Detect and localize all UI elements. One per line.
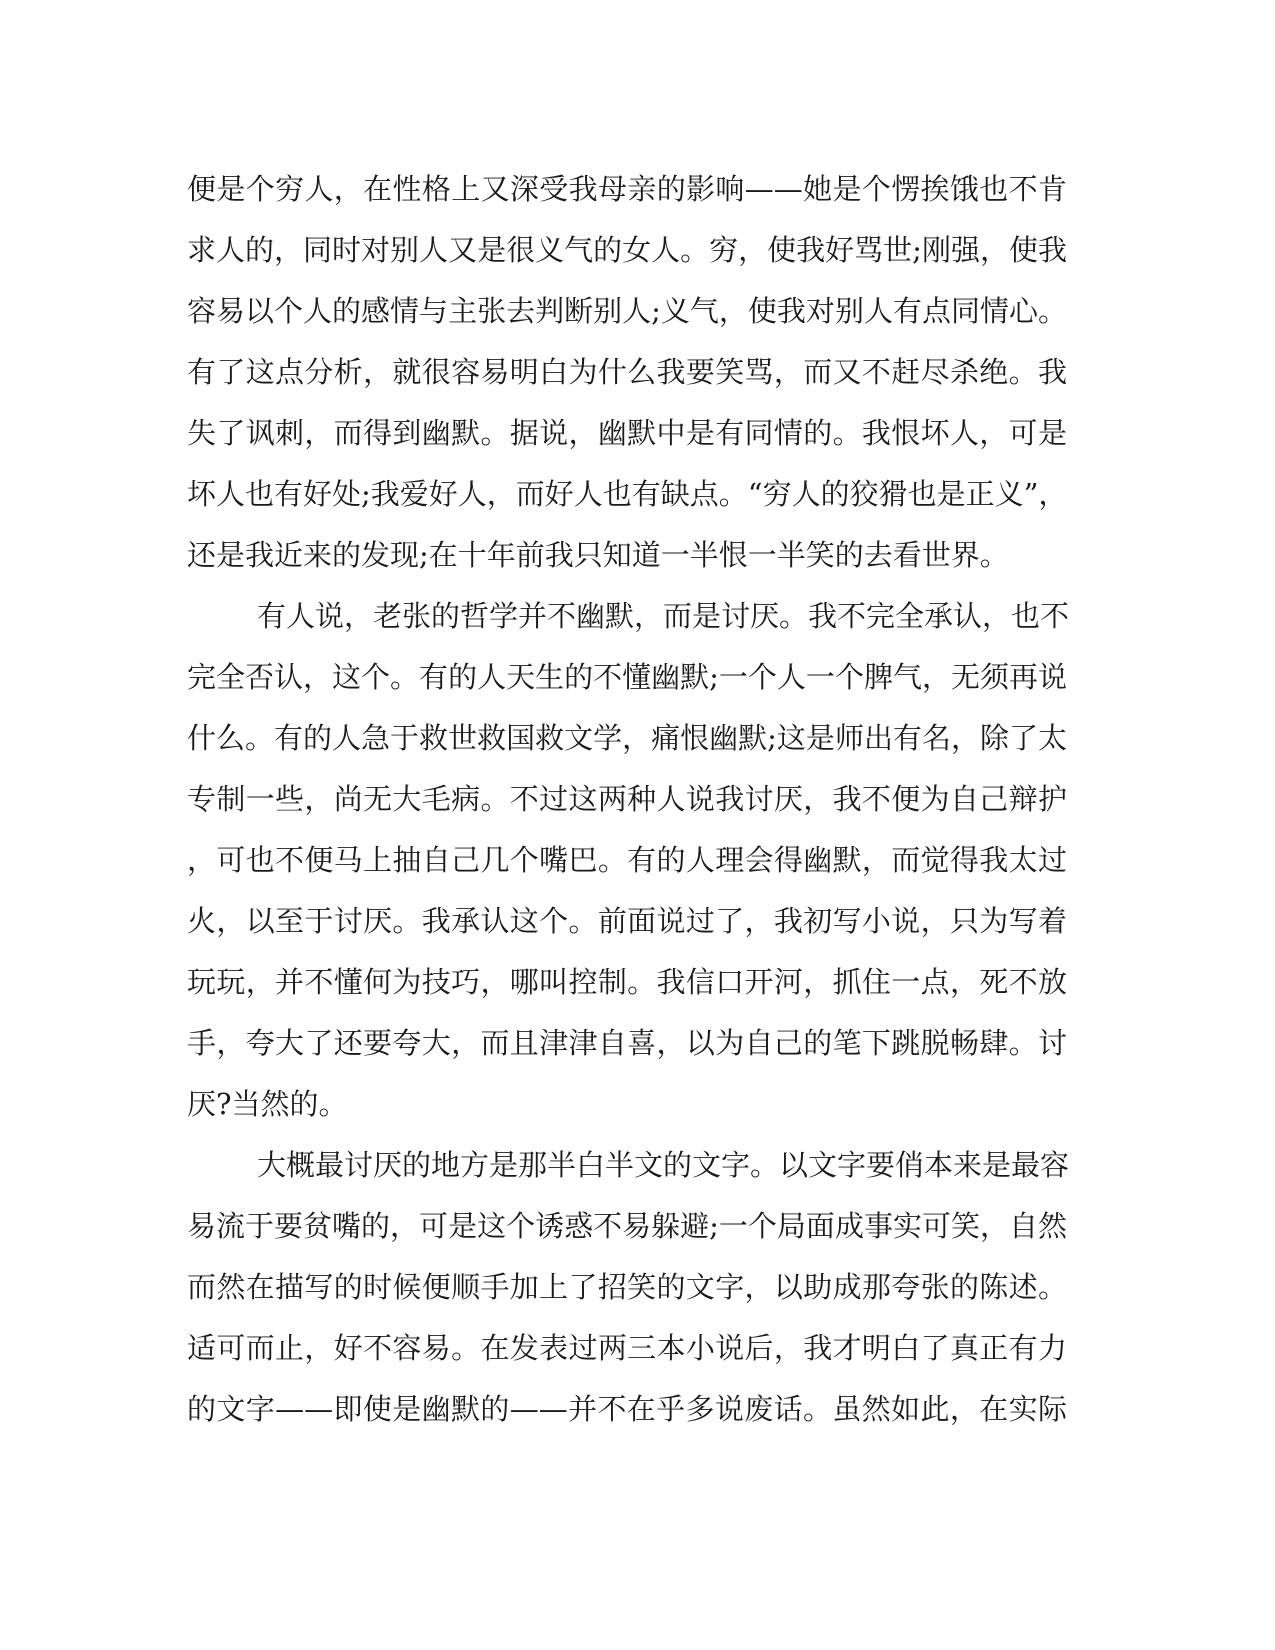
document-body xyxy=(187,159,1087,1440)
text-line: 厌?当然的。 xyxy=(187,1087,348,1121)
text-line: 还是我近来的发现;在十年前我只知道一半恨一半笑的去看世界。 xyxy=(187,538,1009,572)
text-line: 容易以个人的感情与主张去判断别人;义气，使我对别人有点同情心。 xyxy=(187,294,1067,328)
text-line: 适可而止，好不容易。在发表过两三本小说后，我才明白了真正有力 xyxy=(187,1331,1067,1365)
text-line: 大概最讨厌的地方是那半白半文的文字。以文字要俏本来是最容 xyxy=(257,1148,1070,1182)
paragraph xyxy=(187,159,1087,586)
text-line: 有了这点分析，就很容易明白为什么我要笑骂，而又不赶尽杀绝。我 xyxy=(187,355,1067,389)
text-line: 专制一些，尚无大毛病。不过这两种人说我讨厌，我不便为自己辩护 xyxy=(187,782,1067,816)
paragraph xyxy=(187,586,1087,1135)
text-line: 什么。有的人急于救世救国救文学，痛恨幽默;这是师出有名，除了太 xyxy=(187,721,1067,755)
text-line: 失了讽刺，而得到幽默。据说，幽默中是有同情的。我恨坏人，可是 xyxy=(187,416,1067,450)
paragraph xyxy=(187,1135,1087,1440)
text-line: 完全否认，这个。有的人天生的不懂幽默;一个人一个脾气，无须再说 xyxy=(187,660,1067,694)
text-line: 手，夸大了还要夸大，而且津津自喜，以为自己的笔下跳脱畅肆。讨 xyxy=(187,1026,1067,1060)
text-line: 有人说，老张的哲学并不幽默，而是讨厌。我不完全承认，也不 xyxy=(257,599,1070,633)
text-line: 坏人也有好处;我爱好人，而好人也有缺点。“穷人的狡猾也是正义”， xyxy=(187,477,1068,511)
text-line: 玩玩，并不懂何为技巧，哪叫控制。我信口开河，抓住一点，死不放 xyxy=(187,965,1067,999)
text-line: 便是个穷人，在性格上又深受我母亲的影响——她是个愣挨饿也不肯 xyxy=(187,172,1067,206)
text-line: 易流于要贫嘴的，可是这个诱惑不易躲避;一个局面成事实可笑，自然 xyxy=(187,1209,1067,1243)
text-line: ，可也不便马上抽自己几个嘴巴。有的人理会得幽默，而觉得我太过 xyxy=(187,843,1067,877)
text-line: 的文字——即使是幽默的——并不在乎多说废话。虽然如此，在实际 xyxy=(187,1392,1067,1426)
text-line: 求人的，同时对别人又是很义气的女人。穷，使我好骂世;刚强，使我 xyxy=(187,233,1067,267)
text-line: 火，以至于讨厌。我承认这个。前面说过了，我初写小说，只为写着 xyxy=(187,904,1067,938)
text-line: 而然在描写的时候便顺手加上了招笑的文字，以助成那夸张的陈述。 xyxy=(187,1270,1067,1304)
